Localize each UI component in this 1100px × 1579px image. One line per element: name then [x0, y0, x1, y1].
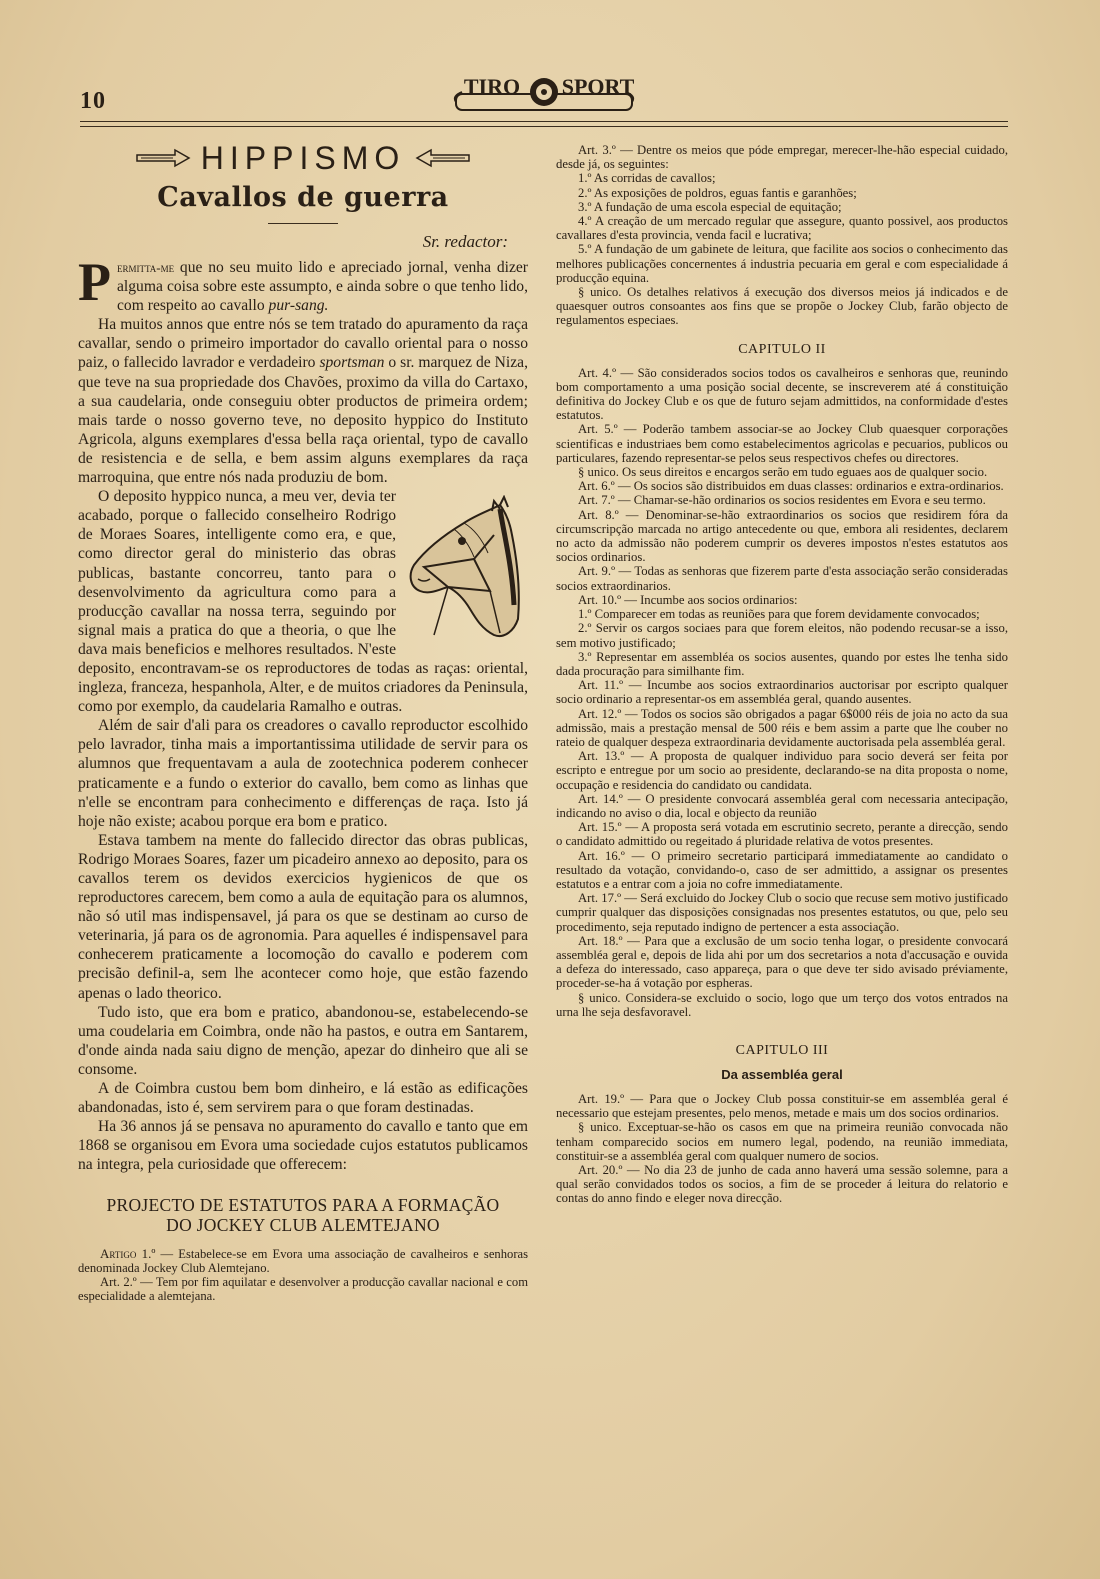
article-item: 4.º A creação de um mercado regular que assegure, quanto possivel, aos productos cavallares d'esta provincia, venda facil e lucrativa; — [556, 214, 1008, 243]
article-item: 2.º As exposições de poldros, eguas fantis e garanhões; — [578, 185, 857, 200]
article-18: Art. 18.º — Para que a exclusão de um socio tenha logar, o presidente convocará assembléa geral e, depois de lida ahi por um dos secretarios a nota d'accusação e ouvida a defeza do interessado, caso appareça, para o que deve ter sido avisado préviamente, proceder-se-ha á votação por espheras. — [556, 933, 1008, 991]
paragraph: Além de sair d'ali para os creadores o cavallo reproductor escolhido pelo lavrador, tinha mais a importantissima utilidade de servir para os alumnos que frequentavam a aula de zootechnica poderem conhecer praticamente e a fundo o exterior do cavallo, bem como as linhas que n'elle se encontram para conhecimento e differenças de raça. Isto já hoje não existe; acabou porque era bom e pratico. — [78, 717, 528, 830]
arrow-left-ornament — [415, 147, 471, 169]
article-item: 2.º Servir os cargos sociaes para que forem eleitos, não podendo recusar-se a isso, sem motivo justificado; — [556, 621, 1008, 650]
chapter-heading: CAPITULO II — [738, 341, 826, 357]
paragraph: O deposito hyppico nunca, a meu ver, devia ter acabado, porque o fallecido conselheiro Rodrigo de Moraes Soares, intelligente como era, e que, como director geral do ministerio das obras publicas, bastante concorreu, tanto para o desenvolvimento da agricultura como para a producção cavallar na nossa terra, seguindo por signal mais a pratica do que a theoria, o que lhe dava mais beneficios e melhores resultados. N'este deposito, encontravam-se os reproductores de todas as raças: oriental, ingleza, franceza, hespanhola, Alter, e de muitos criadores da Peninsula, como por exemplo, da caudelaria Ramalho e outras. — [78, 488, 528, 716]
paragraph: Ha muitos annos que entre nós se tem tratado do apuramento da raça cavallar, sendo o primeiro importador do cavallo oriental para o nosso paiz, o fallecido lavrador e verdadeiro sportsman o sr. marquez de Niza, que teve na sua propriedade dos Chavões, proximo da villa do Cartaxo, a sua caudelaria, onde conseguiu obter productos de primeira ordem; mais tarde o nosso governo teve, no deposito hyppico do Instituto Agricola, alguns exemplares d'essa bella raça oriental, typo de cavallo de resistencia e de sella, e bem assim alguns exemplares da raça marroquina, que entre nós nada produziu de bom. — [78, 316, 528, 487]
article-3: Art. 3.º — Dentre os meios que póde empregar, merecer-lhe-hão especial cuidado, desde já, os seguintes: — [556, 143, 1008, 172]
page-number: 10 — [80, 88, 106, 114]
title-rule — [268, 223, 338, 224]
article-15: Art. 15.º — A proposta será votada em escrutinio secreto, perante a direcção, sendo o candidato admittido ou regeitado á pluridade relativa de votos presentes. — [556, 820, 1008, 849]
article-19: Art. 19.º — Para que o Jockey Club possa constituir-se em assembléa geral é necessario que estejam presentes, pelo menos, metade e mais um dos socios ordinarios. — [556, 1091, 1008, 1121]
paragraph: A de Coimbra custou bem bom dinheiro, e lá estão as edificações abandonadas, isto é, sem servirem para o que foram destinadas. — [78, 1080, 528, 1117]
right-column — [556, 143, 1008, 1553]
drop-cap: P — [78, 252, 111, 312]
article-paragraph-unico: § unico. Os seus direitos e encargos serão em tudo eguaes aos de qualquer socio. — [578, 465, 988, 480]
article-5: Art. 5.º — Poderão tambem associar-se ao Jockey Club quaesquer corporações scientificas e industriaes bem como estabelecimentos agricolas e pecuarios, publicos ou particulares, fazendo representar-se pelos seus respectivos chefes ou directores. — [556, 422, 1008, 465]
arrow-right-ornament — [135, 147, 191, 169]
article-8: Art. 8.º — Denominar-se-hão extraordinarios os socios que residirem fóra da circumscripção marcada no artigo antecedente ou que, embora ali residentes, declarem no acto da admissão não poderem cumprir os deveres impostos n'estes estatutos aos socios ordinarios. — [556, 507, 1008, 565]
header-rule — [80, 121, 1008, 122]
paragraph: Estava tambem na mente do fallecido director das obras publicas, Rodrigo Moraes Soares, fazer um picadeiro annexo ao deposito, para os cavallos terem os devidos exercicios hygienicos de que os reproductores carecem, bem como a aula de equitação para os alumnos, não só util mas indispensavel, já para os que se destinam ao curso de veterinaria, já para os de agronomia. Para aquelles é indispensavel para conhecerem praticamente a locomoção do cavallo e poderem com precisão definil-a, sem lhe acontecer como hoje, que estão fazendo apenas o lado theorico. — [78, 831, 528, 1002]
section-heading — [78, 140, 528, 176]
article-body — [78, 252, 528, 1175]
svg-text:SPORT: SPORT — [561, 74, 635, 99]
statutes-articles-left — [78, 1247, 528, 1303]
masthead-logo — [452, 70, 636, 116]
article-12: Art. 12.º — Todos os socios são obrigados a pagar 6$000 réis de joia no acto da sua admissão, mais a prestação mensal de 500 réis e bem assim a parte que lhe couber no rateio de qualquer despeza extraordinaria devidamente auctorisada pela assembléa geral. — [556, 706, 1008, 749]
article-1: Artigo 1.º — Estabelece-se em Evora uma associação de cavalheiros e senhoras denominada Jockey Club Alemtejano. — [78, 1245, 528, 1275]
salutation: Sr. redactor: — [422, 232, 508, 251]
article-6: Art. 6.º — Os socios são distribuidos em duas classes: ordinarios e extra-ordinarios. — [578, 479, 1004, 494]
paragraph: Permitta-me que no seu muito lido e apreciado jornal, venha dizer alguma coisa sobre este assumpto, e ainda sobre o que tenho lido, com respeito ao cavallo pur-sang. — [78, 252, 528, 315]
statutes-articles-right — [556, 143, 1008, 1206]
article-13: Art. 13.º — A proposta de qualquer individuo para socio deverá ser feita por escripto e entregue por um socio ao presidente, declarando-se na dita proposta o nome, occupação e residencia do candidato ou candidata. — [556, 749, 1008, 792]
svg-text:TIRO: TIRO — [463, 74, 521, 99]
article-11: Art. 11.º — Incumbe aos socios extraordinarios auctorisar por escripto qualquer socio ordinario a representar-os em assembléa geral, quando ausentes. — [556, 678, 1008, 707]
article-14: Art. 14.º — O presidente convocará assembléa geral com necessaria antecipação, indicando no aviso o dia, local e objecto da reunião — [556, 791, 1008, 820]
article-10: Art. 10.º — Incumbe aos socios ordinarios: — [578, 592, 798, 607]
header-rule-thin — [80, 126, 1008, 127]
left-column — [78, 134, 528, 1554]
article-paragraph-unico: § unico. Exceptuar-se-hão os casos em que na primeira reunião convocada não tenham comparecido socios em numero legal, podendo, na reunião immediata, constituir-se a assembléa geral com qualquer numero de socios. — [556, 1120, 1008, 1163]
article-paragraph-unico: § unico. Os detalhes relativos á execução dos diversos meios já indicados e de quaesquer outros consoantes aos fins que se propõe o Jockey Club, farão objecto de regulamentos especiaes. — [556, 285, 1008, 328]
horse-head-illustration — [404, 495, 522, 645]
paragraph: Ha 36 annos já se pensava no apuramento do cavallo e tanto que em 1868 se organisou em Evora uma sociedade cujos estatutos publicamos na integra, pela curiosidade que offerecem: — [78, 1118, 528, 1174]
section-title: HIPPISMO — [200, 139, 406, 176]
paragraph: Tudo isto, que era bom e pratico, abandonou-se, estabelecendo-se uma coudelaria em Coimbra, onde não ha pastos, e outra em Santarem, d'onde ainda nada saiu digno de menção, apezar do dinheiro que ali se consome. — [78, 1003, 528, 1078]
article-item: 5.º A fundação de um gabinete de leitura, que facilite aos socios o conhecimento das melhores publicações concernentes á industria pecuaria em geral e com especialidade á producção equina. — [556, 242, 1008, 285]
chapter-subtitle: Da assembléa geral — [721, 1066, 843, 1082]
article-20: Art. 20.º — No dia 23 de junho de cada anno haverá uma sessão solemne, para a qual serão convidados todos os socios, a fim de se proceder á leitura do relatorio e contas do anno findo e eleger nova direcção. — [556, 1163, 1008, 1206]
article-16: Art. 16.º — O primeiro secretario participará immediatamente ao candidato o resultado da votação, convidando-o, caso de ser admittido, a assignar os presentes estatutos e a entrar com a joia no cofre immediatamente. — [556, 848, 1008, 891]
article-4: Art. 4.º — São considerados socios todos os cavalheiros e senhoras que, reunindo bom comportamento a uma posição social decente, se inscreverem até á constituição definitiva do Jockey Club e os que de futuro sejam admittidos, na conformidade d'estes estatutos. — [556, 365, 1008, 423]
article-item: 3.º A fundação de uma escola especial de equitação; — [578, 199, 842, 214]
statutes-title: PROJECTO DE ESTATUTOS PARA A FORMAÇÃO DO JOCKEY CLUB ALEMTEJANO — [106, 1194, 500, 1235]
article-7: Art. 7.º — Chamar-se-hão ordinarios os socios residentes em Evora e seu termo. — [578, 493, 986, 508]
article-item: 3.º Representar em assembléa os socios ausentes, quando por estes lhe tenha sido dada procuração para similhante fim. — [556, 649, 1008, 678]
article-9: Art. 9.º — Todas as senhoras que fizerem parte d'esta associação serão consideradas socios extraordinarios. — [556, 564, 1008, 593]
article-paragraph-unico: § unico. Considera-se excluido o socio, logo que um terço dos votos entrados na urna lhe seja desfavoravel. — [556, 990, 1008, 1019]
article-2: Art. 2.º — Tem por fim aquilatar e desenvolver a producção cavallar nacional e com especialidade a alemtejana. — [78, 1274, 528, 1303]
article-title: Cavallos de guerra — [157, 182, 449, 213]
chapter-heading: CAPITULO III — [735, 1042, 829, 1058]
article-17: Art. 17.º — Será excluido do Jockey Club o socio que recuse sem motivo justificado cumprir qualquer das disposições consignadas nos presentes estatutos, ou que, pelo seu procedimento, seja reputado indigno de pertencer a esta associação. — [556, 891, 1008, 934]
article-item: 1.º As corridas de cavallos; — [578, 171, 716, 186]
article-item: 1.º Comparecer em todas as reuniões para que forem devidamente convocados; — [578, 607, 980, 622]
